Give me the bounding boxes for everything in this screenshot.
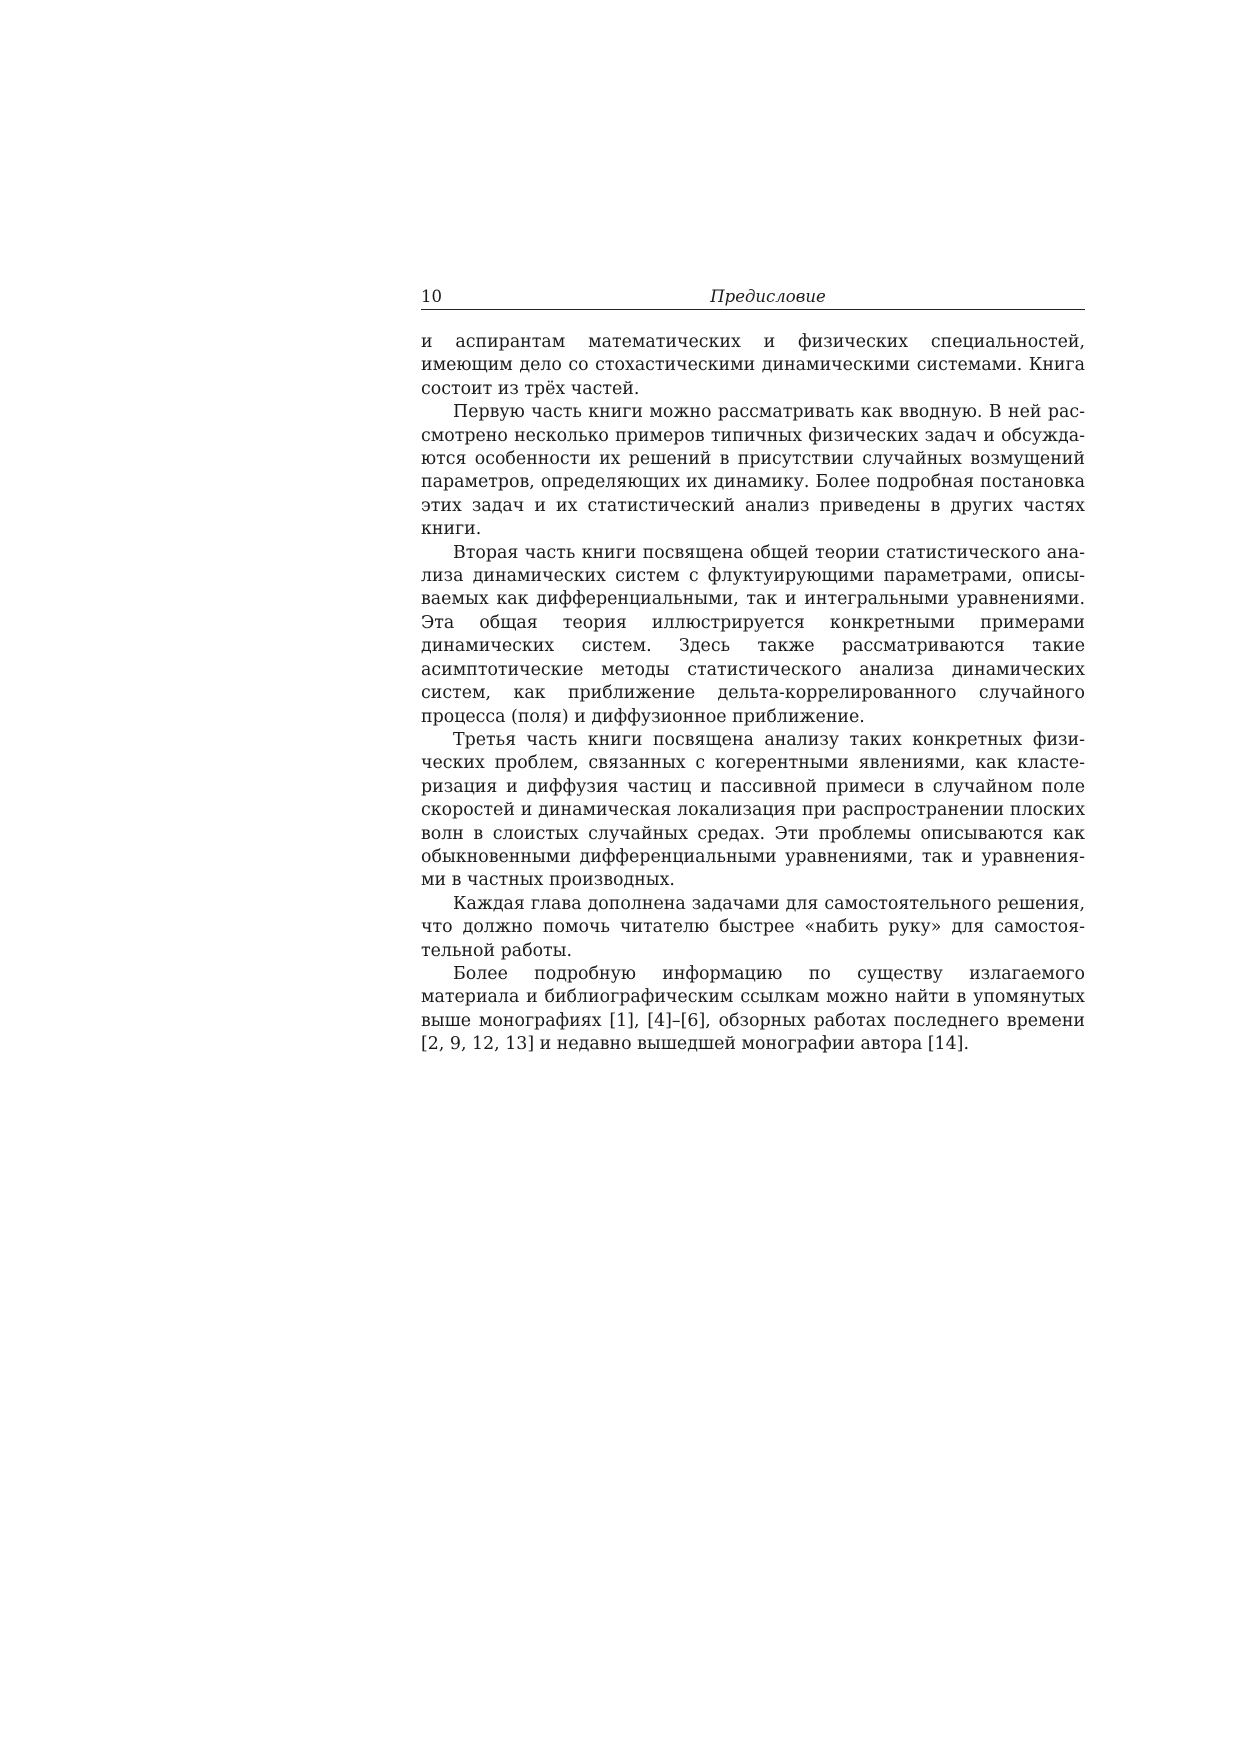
paragraph-6: Более подробную информацию по существу излагаемого материала и библиографическим ссылкам можно найти в упомянутых выше монографиях [1], [4]–[6], обзорных работах последнего времени [2, 9, 12, 13] и недавно вышедшей монографии автора [14]. (421, 963, 1085, 1055)
paragraph-2: Первую часть книги можно рассматривать как вводную. В ней рассмотрено несколько примеров типичных физических задач и обсуждаются особенности их решений в присутствии случайных возмущений параметров, определяющих их динамику. Более подробная постановка этих задач и их статистический анализ приведены в других частях книги. (421, 402, 1085, 540)
page-header (421, 287, 1085, 310)
paragraph-4: Третья часть книги посвящена анализу таких конкретных физических проблем, связанных с когерентными явлениями, как кластеризация и диффузия частиц и пассивной примеси в случайном поле скоростей и динамическая локализация при распространении плоских волн в слоистых случайных средах. Эти проблемы описываются как обыкновенными дифференциальными уравнениями, так и уравнениями в частных производных. (421, 729, 1085, 891)
body-text (421, 331, 1085, 1057)
paragraph-3: Вторая часть книги посвящена общей теории статистического анализа динамических систем с флуктуирующими параметрами, описываемых как дифференциальными, так и интегральными уравнениями. Эта общая теория иллюстрируется конкретными примерами динамических систем. Здесь также рассматриваются такие асимптотические методы статистического анализа динамических систем, как приближение дельта-коррелированного случайного процесса (поля) и диффузионное приближение. (421, 542, 1085, 727)
running-title: Предисловие (710, 287, 826, 306)
page-number: 10 (421, 287, 442, 306)
paragraph-1: и аспирантам математических и физических специальностей, имеющим дело со стохастическими динамическими системами. Книга состоит из трёх частей. (421, 332, 1085, 399)
paragraph-5: Каждая глава дополнена задачами для самостоятельного решения, что должно помочь читателю быстрее «набить руку» для самостоятельной работы. (421, 893, 1085, 961)
